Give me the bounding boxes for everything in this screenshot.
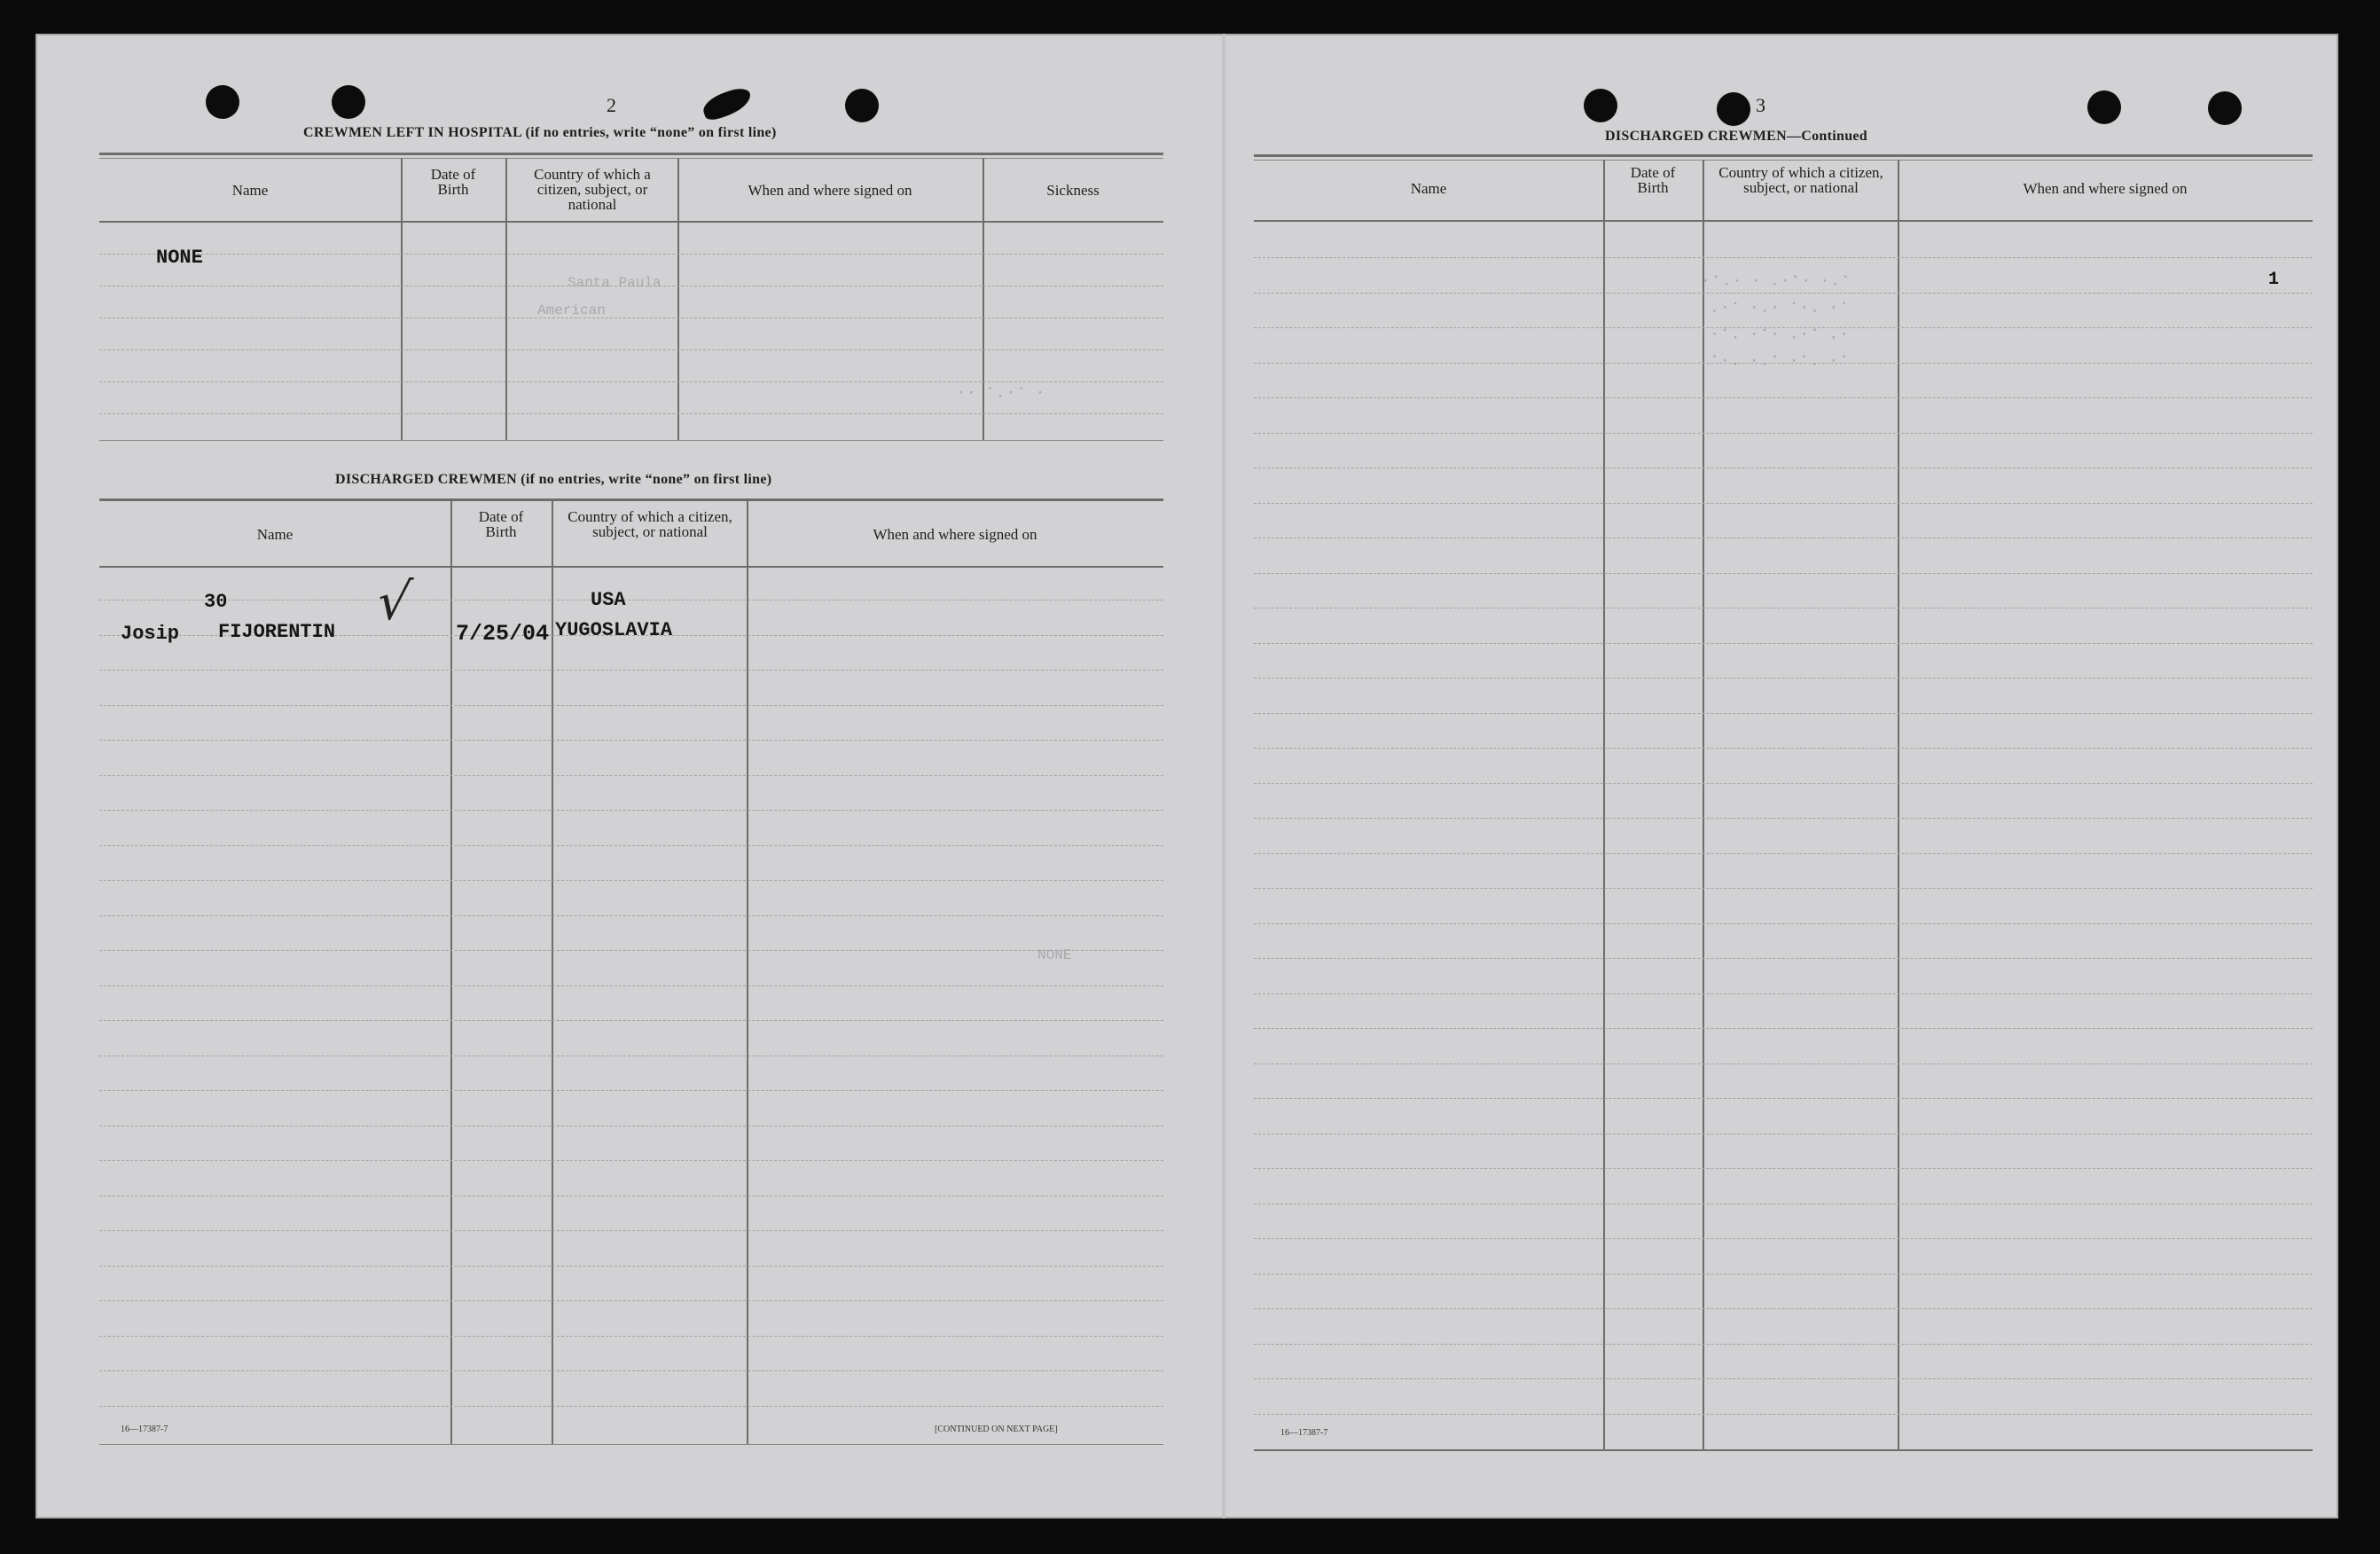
header-rule [1254,220,2313,222]
entry-line [1254,1168,2313,1169]
bleed-through: Santa Paula [568,275,662,291]
row-annotation: 30 [204,591,228,613]
col-header-country: Country of which a citizen, subject, or national [534,166,651,213]
entry-line [1254,993,2313,994]
rule [1254,160,2313,161]
punch-hole [1584,89,1617,122]
page-number: 2 [607,94,616,116]
entry-line [1254,1238,2313,1239]
form-number: 16—17387-7 [1280,1428,1328,1438]
page-number: 3 [1756,94,1765,116]
form-number: 16—17387-7 [121,1424,168,1434]
col-divider [747,501,748,1444]
col-divider [450,501,452,1444]
bleed-through: ⠂⠁⠄ ⠂⠁⠂ ⠄⠂⠁ ⠄⠂ [1711,328,1852,344]
col-header-name: Name [1410,180,1447,197]
punch-hole [845,89,879,122]
entry-line [99,810,1163,811]
entry-line [99,1020,1163,1021]
entry-line [1254,433,2313,434]
entry-line [99,1266,1163,1267]
bleed-through: ⠂⠁⠄⠂ ⠂ ⠄⠂⠁⠂ ⠂⠄⠁ [1703,275,1853,291]
bleed-through: ⠄⠂⠁ ⠂⠄⠂ ⠁⠂⠄ ⠂⠁ [1711,302,1852,318]
entry-line [1254,958,2313,959]
bleed-through: American [537,302,606,318]
entry-line [1254,748,2313,749]
entry-line [99,254,1163,255]
entry-line [99,880,1163,881]
page-fold [1222,34,1225,1519]
entry-line [99,349,1163,350]
punch-hole [206,85,239,119]
rule [1254,1449,2313,1451]
punch-hole [1717,92,1750,126]
entry-line [1254,1378,2313,1379]
section-title-discharged-continued: DISCHARGED CREWMEN—Continued [1605,129,1867,144]
col-header-country: Country of which a citizen, subject, or national [568,508,732,540]
entry-line [1254,1028,2313,1029]
entry-line [99,413,1163,414]
rule [99,440,1163,441]
entry-line [1254,1204,2313,1205]
entry-line [1254,783,2313,784]
col-divider [1603,160,1605,1449]
crewman-country: YUGOSLAVIA [555,619,673,641]
col-header-name: Name [256,526,294,543]
section-title-hospital: CREWMEN LEFT IN HOSPITAL (if no entries, write “none” on first line) [303,125,777,140]
entry-line [1254,888,2313,889]
entry-line [1254,293,2313,294]
col-divider [1898,160,1899,1449]
entry-line [99,915,1163,916]
entry-line [1254,818,2313,819]
col-header-dob: Date of Birth [478,508,524,540]
entry-line [1254,363,2313,364]
col-header-country: Country of which a citizen, subject, or national [1718,164,1883,196]
col-divider [401,158,403,440]
entry-line [99,1160,1163,1161]
entry-line [1254,678,2313,679]
rule [99,498,1163,501]
margin-mark: 1 [2268,270,2280,290]
entry-line [99,1300,1163,1301]
section-title-discharged: DISCHARGED CREWMEN (if no entries, write “none” on first line) [335,472,772,487]
entry-line [1254,1098,2313,1099]
bleed-through: ⠁⠂⠄ ⠂⠄⠁ ⠂⠁⠄ ⠂⠁ [1711,355,1852,371]
entry-line [1254,853,2313,854]
entry-line [1254,1344,2313,1345]
entry-line [1254,643,2313,644]
col-header-signed-on: When and where signed on [873,526,1037,543]
entry-line [99,1090,1163,1091]
entry-line [99,740,1163,741]
punch-hole [2208,91,2242,125]
rule [1254,154,2313,157]
rule [99,158,1163,159]
entry-line [99,1230,1163,1231]
country-correction: USA [591,589,626,611]
entry-line [1254,397,2313,398]
entry-line [1254,1063,2313,1064]
entry-line [1254,1274,2313,1275]
entry-line [1254,1308,2313,1309]
entry-line [99,1370,1163,1371]
punch-hole-torn [700,85,754,122]
crewman-first-name: Josip [121,623,180,645]
hospital-entry: NONE [156,247,203,269]
punch-hole [332,85,365,119]
entry-line [99,950,1163,951]
entry-line [1254,327,2313,328]
col-divider [505,158,507,440]
entry-line [99,845,1163,846]
bleed-through: NONE [1037,947,1072,963]
entry-line [1254,257,2313,258]
checkmark: √ [373,571,415,632]
bleed-through: ⠂⠂ ⠁⠄⠂⠁ ⠂ [958,387,1048,403]
entry-line [99,670,1163,671]
col-divider [983,158,984,440]
header-rule [99,566,1163,568]
entry-line [99,1196,1163,1197]
rule [99,153,1163,155]
col-divider [552,501,553,1444]
entry-line [1254,1414,2313,1415]
entry-line [1254,713,2313,714]
entry-line [99,1406,1163,1407]
entry-line [1254,923,2313,924]
manifest-sheet [35,34,2338,1519]
col-header-signed-on: When and where signed on [2023,180,2188,197]
entry-line [1254,503,2313,504]
crewman-last-name: FIJORENTIN [218,621,336,643]
entry-line [1254,467,2313,468]
entry-line [1254,573,2313,574]
rule [99,1444,1163,1445]
col-header-dob: Date of Birth [1630,164,1676,196]
col-header-sickness: Sickness [1046,182,1100,199]
col-header-dob: Date of Birth [430,166,476,198]
entry-line [99,1336,1163,1337]
entry-line [99,705,1163,706]
entry-line [99,775,1163,776]
crewman-dob: 7/25/04 [456,621,550,647]
entry-line [99,985,1163,986]
col-header-name: Name [231,182,269,199]
continued-note: [CONTINUED ON NEXT PAGE] [935,1424,1058,1434]
col-divider [1703,160,1704,1449]
entry-line [99,381,1163,382]
col-header-signed-on: When and where signed on [748,182,912,199]
header-rule [99,221,1163,223]
punch-hole [2087,90,2121,124]
col-divider [677,158,679,440]
